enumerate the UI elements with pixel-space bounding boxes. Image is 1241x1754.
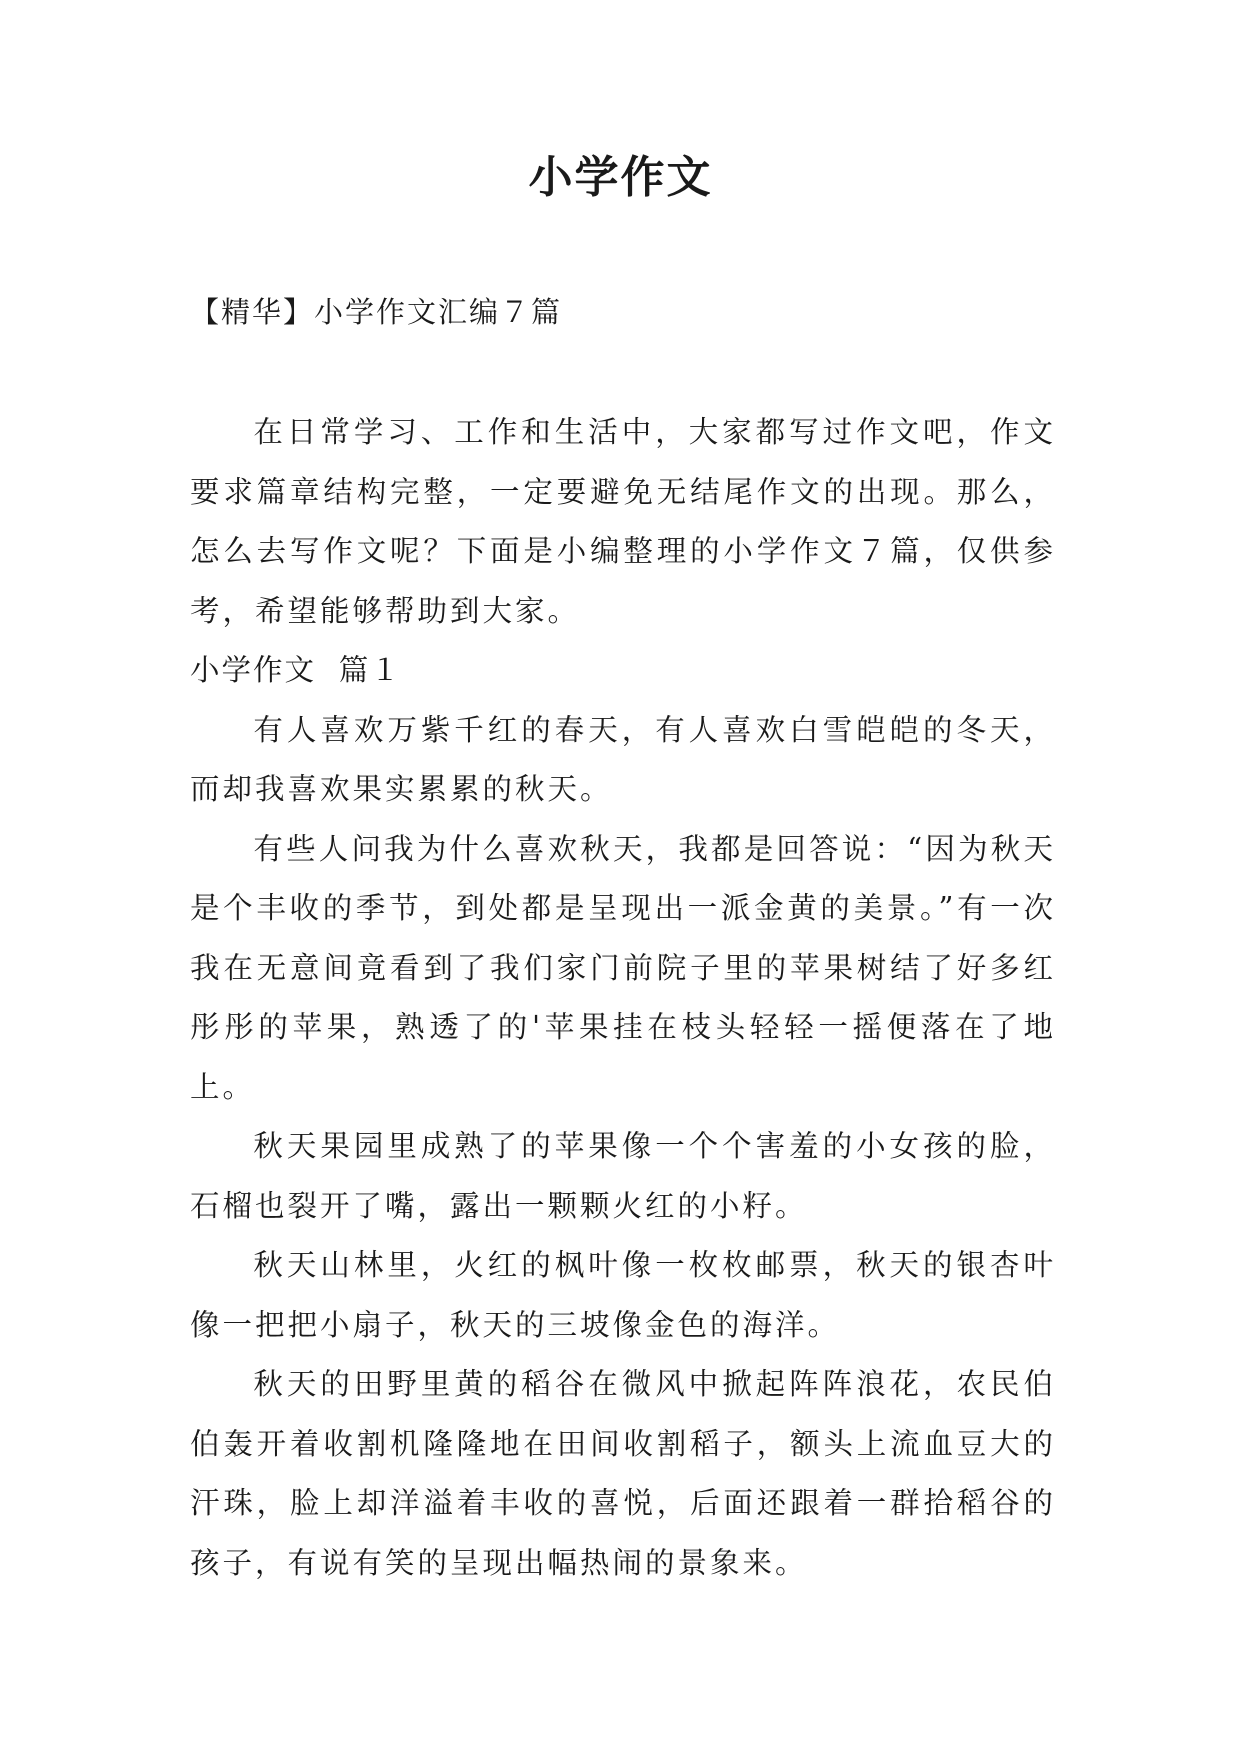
intro-paragraph: 在日常学习、工作和生活中，大家都写过作文吧，作文要求篇章结构完整，一定要避免无结尾作文的出现。那么，怎么去写作文呢？下面是小编整理的小学作文７篇，仅供参考，希望能够帮助到大家。 xyxy=(190,415,1056,628)
document-body xyxy=(190,403,1056,1593)
body-paragraph-3: 秋天果园里成熟了的苹果像一个个害羞的小女孩的脸，石榴也裂开了嘴，露出一颗颗火红的小籽。 xyxy=(190,1129,1056,1223)
document-title: 小学作文 xyxy=(528,152,713,203)
body-paragraph-4: 秋天山林里，火红的枫叶像一枚枚邮票，秋天的银杏叶像一把把小扇子，秋天的三坡像金色的海洋。 xyxy=(190,1248,1056,1342)
body-paragraph-1: 有人喜欢万紫千红的春天，有人喜欢白雪皑皑的冬天，而却我喜欢果实累累的秋天。 xyxy=(190,712,1056,806)
body-paragraph-2: 有些人问我为什么喜欢秋天，我都是回答说：“因为秋天是个丰收的季节，到处都是呈现出一派金黄的美景。”有一次我在无意间竟看到了我们家门前院子里的苹果树结了好多红彤彤的苹果，熟透了的'苹果挂在枝头轻轻一摇便落在了地上。 xyxy=(190,831,1056,1104)
document-subtitle: 【精华】小学作文汇编７篇 xyxy=(190,295,563,329)
body-paragraph-5: 秋天的田野里黄的稻谷在微风中掀起阵阵浪花，农民伯伯轰开着收割机隆隆地在田间收割稻子，额头上流血豆大的汗珠，脸上却洋溢着丰收的喜悦，后面还跟着一群拾稻谷的孩子，有说有笑的呈现出幅热闹的景象来。 xyxy=(190,1367,1056,1580)
section-heading: 小学作文 篇１ xyxy=(190,653,402,687)
